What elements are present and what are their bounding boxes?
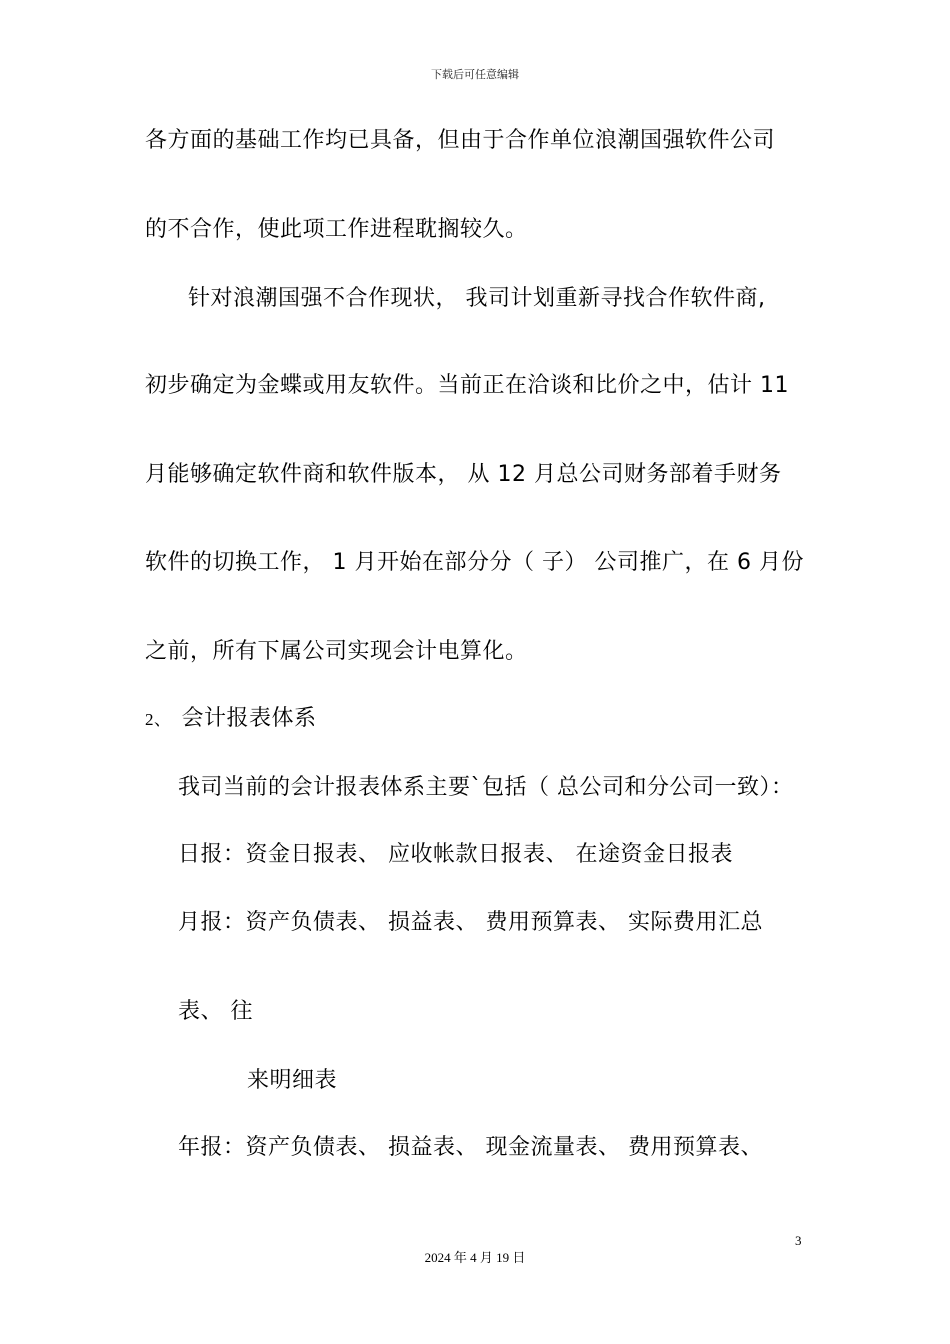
footer-date: 2024 年 4 月 19 日 bbox=[424, 1250, 526, 1265]
paragraph-line-1: 各方面的基础工作均已具备，但由于合作单位浪潮国强软件公司 bbox=[145, 128, 776, 153]
monthly-report-continued: 表、 往 bbox=[178, 999, 253, 1024]
annual-report-line: 年报：资产负债表、 损益表、 现金流量表、 费用预算表、 bbox=[178, 1135, 763, 1160]
paragraph-line-4: 初步确定为金蝶或用友软件。当前正在洽谈和比价之中，估计 11 bbox=[145, 373, 789, 398]
monthly-report-continued-2: 来明细表 bbox=[247, 1068, 338, 1093]
page-number: 3 bbox=[795, 1233, 802, 1248]
paragraph-line-3: 针对浪潮国强不合作现状， 我司计划重新寻找合作软件商, bbox=[188, 286, 766, 311]
monthly-report-line: 月报：资产负债表、 损益表、 费用预算表、 实际费用汇总 bbox=[178, 910, 763, 935]
paragraph-line-7: 之前，所有下属公司实现会计电算化。 bbox=[145, 639, 528, 664]
section-title: 会计报表体系 bbox=[181, 706, 317, 731]
paragraph-line-5: 月能够确定软件商和软件版本， 从 12 月总公司财务部着手财务 bbox=[145, 462, 782, 487]
page-header: 下载后可任意编辑 bbox=[431, 68, 519, 81]
daily-report-line: 日报：资金日报表、 应收帐款日报表、 在途资金日报表 bbox=[178, 842, 733, 867]
paragraph-line-6: 软件的切换工作， 1 月开始在部分分（ 子） 公司推广，在 6 月份 bbox=[145, 550, 804, 575]
report-intro-line: 我司当前的会计报表体系主要`包括（ 总公司和分公司一致）： bbox=[178, 775, 794, 800]
paragraph-line-2: 的不合作，使此项工作进程耽搁较久。 bbox=[145, 217, 528, 242]
section-number: 2、 bbox=[145, 710, 172, 729]
section-heading bbox=[145, 704, 317, 735]
